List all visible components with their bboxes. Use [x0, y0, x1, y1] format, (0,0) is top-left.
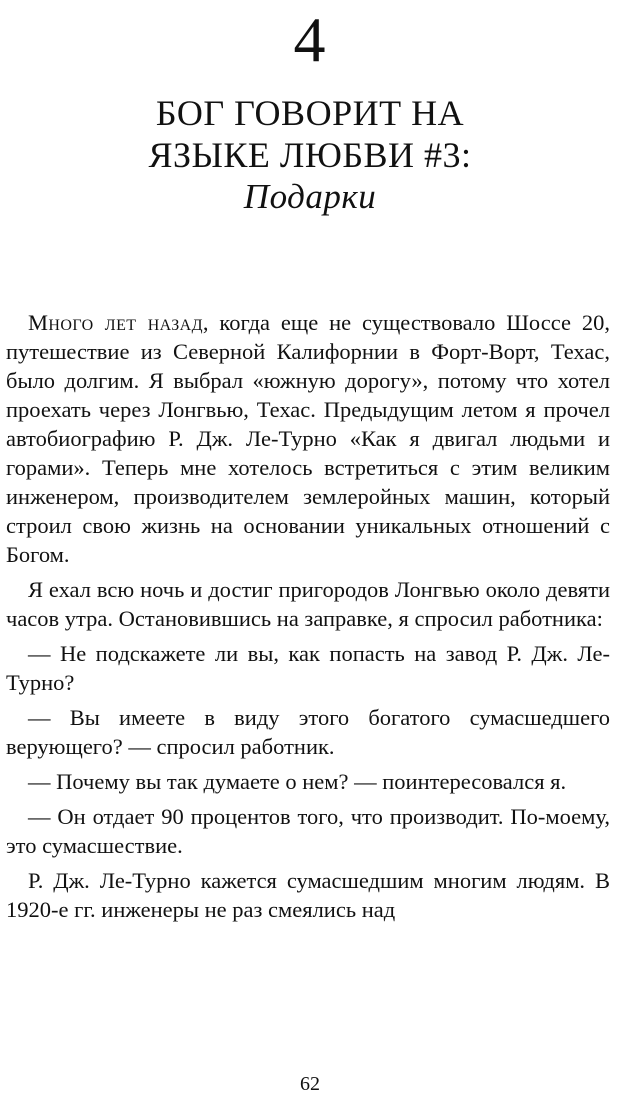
paragraph-7: Р. Дж. Ле-Турно кажется сумасшедшим многим людям. В 1920-е гг. инженеры не раз смеялись над — [6, 868, 610, 922]
paragraph-2: Я ехал всю ночь и достиг пригородов Лонгвью около девяти часов утра. Остановившись на заправке, я спросил работника: — [6, 577, 610, 631]
page-number: 62 — [300, 1073, 320, 1095]
paragraph-1-lead: Много лет назад — [28, 310, 203, 335]
chapter-title-line-2: ЯЗЫКЕ ЛЮБВИ #3: — [148, 135, 472, 175]
paragraph-1-text: , когда еще не существовало Шоссе 20, путешествие из Северной Калифорнии в Форт-Ворт, Техас, было долгим. Я выбрал «южную дорогу», потому что хотел проехать через Лонгвью, Техас. Предыдущим летом я прочел автобиографию Р. Дж. Ле-Турно «Как я двигал людьми и горами». Теперь мне хотелось встретиться с этим великим инженером, производителем землеройных машин, который строил свою жизнь на основании уникальных отношений с Богом. — [6, 310, 610, 567]
chapter-number: 4 — [293, 4, 327, 75]
chapter-subtitle: Подарки — [243, 177, 377, 216]
paragraph-3: — Не подскажете ли вы, как попасть на завод Р. Дж. Ле-Турно? — [6, 641, 610, 695]
chapter-title — [0, 92, 620, 218]
paragraph-5: — Почему вы так думаете о нем? — поинтересовался я. — [28, 769, 567, 794]
body-text — [6, 308, 610, 930]
paragraph-6: — Он отдает 90 процентов того, что производит. По-моему, это сумасшествие. — [6, 804, 610, 858]
paragraph-1 — [6, 308, 610, 569]
chapter-title-line-1: БОГ ГОВОРИТ НА — [155, 93, 465, 133]
paragraph-4: — Вы имеете в виду этого богатого сумасшедшего верующего? — спросил работник. — [6, 705, 610, 759]
